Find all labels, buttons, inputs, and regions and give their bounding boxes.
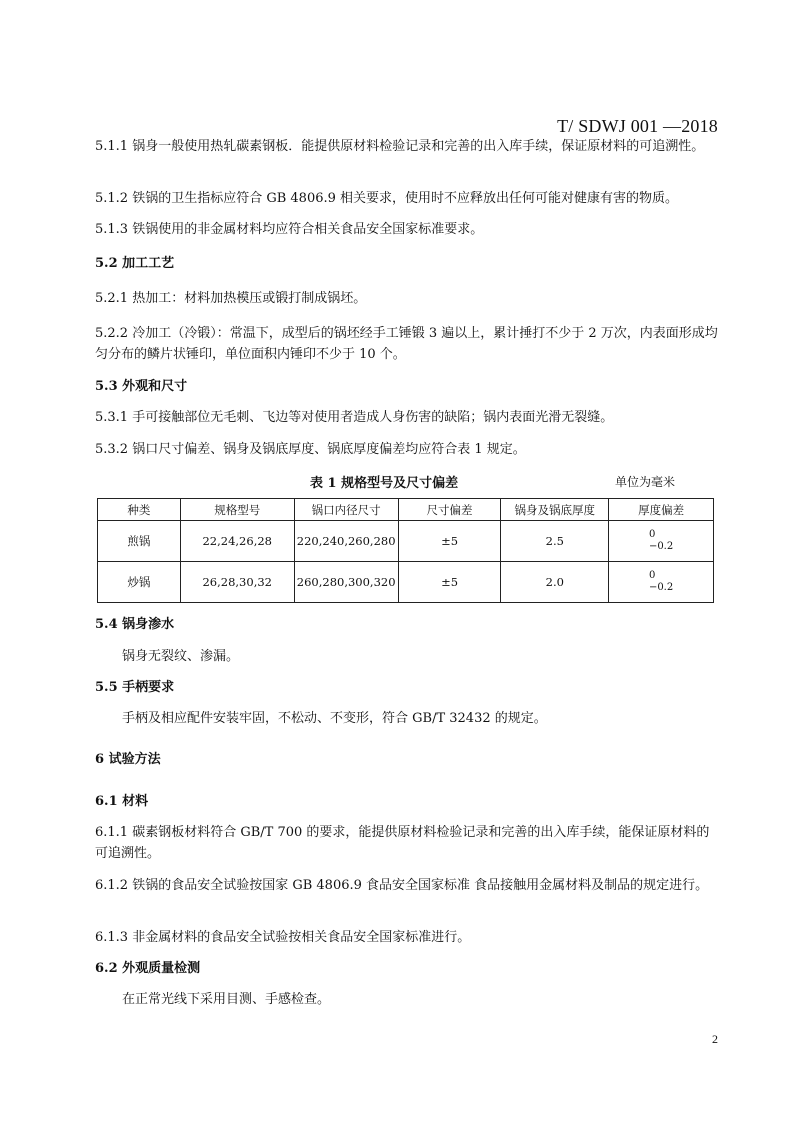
clause-5-4: 锅身无裂纹、渗漏。 <box>122 649 240 664</box>
table-caption <box>0 472 793 490</box>
clause-5-3-2: 5.3.2 锅口尺寸偏差、锅身及锅底厚度、锅底厚度偏差均应符合表 1 规定。 <box>95 442 526 457</box>
page-number: 2 <box>712 1032 718 1046</box>
heading-6: 6 试验方法 <box>95 752 161 767</box>
cell-kind: 炒锅 <box>98 562 181 603</box>
cell-model: 22,24,26,28 <box>180 521 294 562</box>
table-row <box>98 521 714 562</box>
clause-5-1-2: 5.1.2 铁锅的卫生指标应符合 GB 4806.9 相关要求，使用时不应释放出任何可能对健康有害的物质。 <box>95 191 679 206</box>
cell-thickness: 2.5 <box>501 521 609 562</box>
spec-table <box>97 498 714 603</box>
tolerance-upper: 0 <box>648 570 656 581</box>
header-diameter: 锅口内径尺寸 <box>294 499 398 521</box>
cell-thickness-tolerance <box>609 521 714 562</box>
clause-5-1-1: 5.1.1 锅身一般使用热轧碳素钢板．能提供原材料检验记录和完善的出入库手续，保证原材料的可追溯性。 <box>95 139 705 154</box>
table-row <box>98 562 714 603</box>
heading-5-3: 5.3 外观和尺寸 <box>95 379 188 394</box>
cell-diameter: 260,280,300,320 <box>294 562 398 603</box>
tolerance-lower: −0.2 <box>648 541 674 552</box>
clause-6-2: 在正常光线下采用目测、手感检查。 <box>122 992 331 1007</box>
header-model: 规格型号 <box>180 499 294 521</box>
cell-size-deviation: ±5 <box>398 562 501 603</box>
clause-6-1-2: 6.1.2 铁锅的食品安全试验按国家 GB 4806.9 食品安全国家标准 食品接触用金属材料及制品的规定进行。 <box>95 878 709 893</box>
heading-5-5: 5.5 手柄要求 <box>95 680 175 695</box>
cell-diameter: 220,240,260,280 <box>294 521 398 562</box>
clause-5-3-1: 5.3.1 手可接触部位无毛刺、飞边等对使用者造成人身伤害的缺陷；锅内表面光滑无裂缝。 <box>95 410 614 425</box>
cell-thickness-tolerance <box>609 562 714 603</box>
header-thickness-tolerance: 厚度偏差 <box>609 499 714 521</box>
heading-5-4: 5.4 锅身渗水 <box>95 617 175 632</box>
cell-size-deviation: ±5 <box>398 521 501 562</box>
clause-6-1-1: 6.1.1 碳素钢板材料符合 GB/T 700 的要求，能提供原材料检验记录和完善的出入库手续，能保证原材料的可追溯性。 <box>95 825 710 861</box>
tolerance-lower: −0.2 <box>648 582 674 593</box>
clause-5-2-1: 5.2.1 热加工：材料加热模压或锻打制成锅坯。 <box>95 291 367 306</box>
header-size-deviation: 尺寸偏差 <box>398 499 501 521</box>
clause-5-5: 手柄及相应配件安装牢固，不松动、不变形，符合 GB/T 32432 的规定。 <box>122 711 547 726</box>
tolerance-upper: 0 <box>648 529 656 540</box>
header-kind: 种类 <box>98 499 181 521</box>
table-title: 表 1 规格型号及尺寸偏差 <box>310 476 459 491</box>
header-thickness: 锅身及锅底厚度 <box>501 499 609 521</box>
clause-5-2-2: 5.2.2 冷加工（冷锻）：常温下，成型后的锅坯经手工锤锻 3 遍以上，累计捶打不少于 2 万次，内表面形成均匀分布的鳞片状锤印，单位面积内锤印不少于 10 个。 <box>95 326 718 362</box>
table-header-row <box>98 499 714 521</box>
cell-kind: 煎锅 <box>98 521 181 562</box>
table-unit: 单位为毫米 <box>615 475 676 489</box>
heading-5-2: 5.2 加工工艺 <box>95 256 175 271</box>
clause-6-1-3: 6.1.3 非金属材料的食品安全试验按相关食品安全国家标准进行。 <box>95 930 471 945</box>
cell-model: 26,28,30,32 <box>180 562 294 603</box>
document-code: T/ SDWJ 001 —2018 <box>557 116 718 136</box>
clause-5-1-3: 5.1.3 铁锅使用的非金属材料均应符合相关食品安全国家标准要求。 <box>95 222 484 237</box>
cell-thickness: 2.0 <box>501 562 609 603</box>
heading-6-1: 6.1 材料 <box>95 794 149 809</box>
heading-6-2: 6.2 外观质量检测 <box>95 961 201 976</box>
